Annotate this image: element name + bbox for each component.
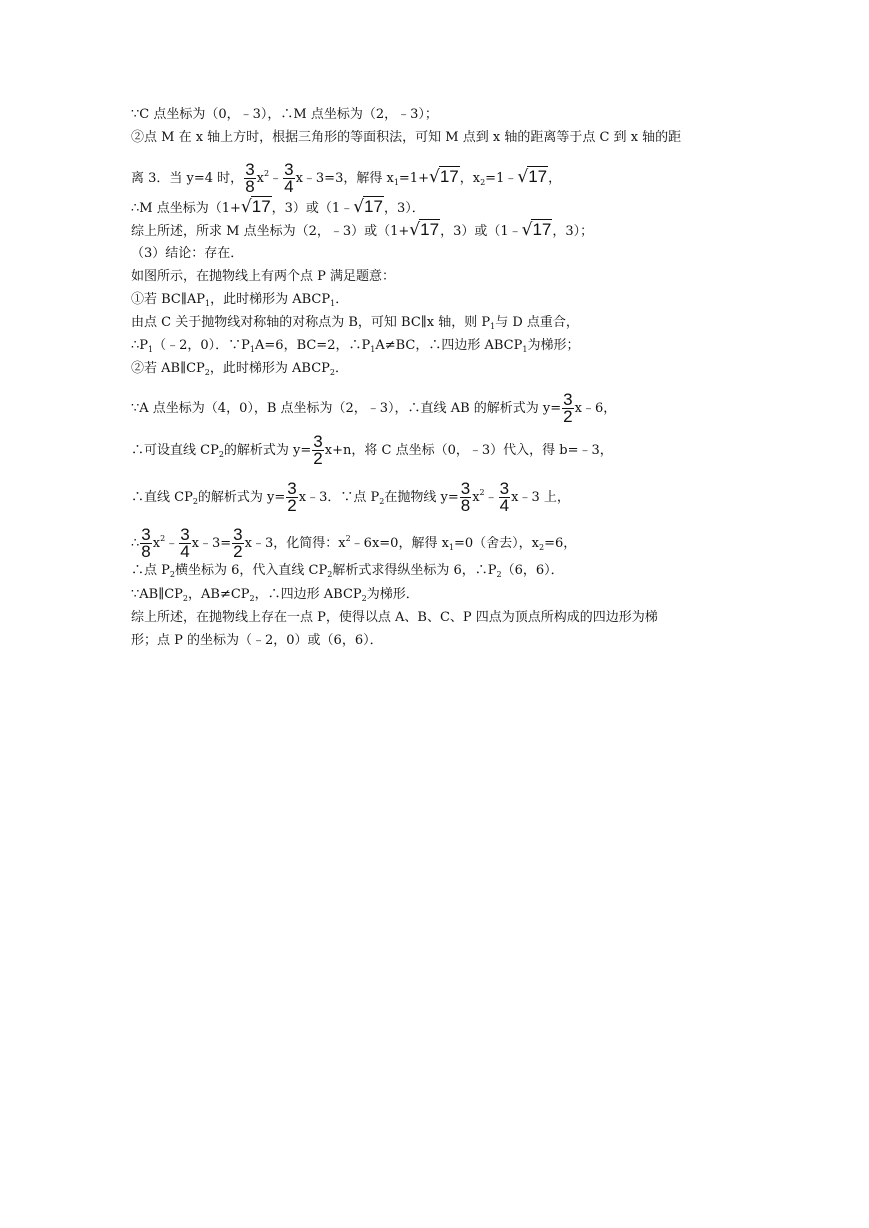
- numerator: 3: [499, 479, 510, 498]
- numerator: 3: [180, 525, 190, 544]
- text: ∴点 P: [131, 563, 170, 578]
- text: 离 3．当 y=4 时，: [131, 171, 244, 186]
- square-root: [241, 199, 272, 217]
- text: ∴可设直线 CP: [131, 443, 219, 458]
- text: ②若 AB∥CP: [131, 361, 205, 376]
- text: ，此时梯形为 ABCP: [209, 361, 330, 376]
- text: ，3）．: [383, 201, 425, 216]
- text: 综上所述，在抛物线上存在一点 P，使得以点 A、B、C、P 四点为顶点所构成的四边形为梯: [131, 610, 658, 625]
- exponent: 2: [345, 534, 351, 543]
- subscript: 2: [361, 594, 367, 603]
- text: =1+: [398, 171, 429, 186]
- radicand: 17: [532, 220, 552, 239]
- text-line-9: [131, 315, 779, 331]
- fraction: [312, 434, 323, 467]
- fraction: [140, 527, 151, 560]
- numerator: 3: [563, 390, 573, 409]
- subscript: 1: [370, 345, 376, 354]
- text: 在抛物线 y=: [384, 490, 459, 505]
- radical-sign: √: [240, 197, 252, 217]
- text: A≠BC，∴四边形 ABCP: [375, 338, 523, 353]
- numerator: 3: [460, 479, 471, 498]
- text: 为梯形；: [527, 338, 580, 353]
- exponent: 2: [479, 488, 485, 497]
- subscript: 1: [448, 543, 454, 552]
- text: ，3）或（1﹣: [271, 201, 354, 216]
- text: 的解析式为 y=: [197, 490, 286, 505]
- text: ，3）；: [552, 224, 594, 239]
- radical-sign: √: [517, 167, 529, 187]
- fraction: [179, 527, 190, 560]
- text-line-13: [131, 434, 779, 467]
- subscript: 1: [393, 178, 399, 187]
- subscript: 2: [480, 178, 486, 187]
- fraction: [562, 392, 573, 425]
- subscript: 2: [182, 594, 189, 603]
- subscript: 2: [249, 594, 255, 603]
- text-line-16: [131, 563, 779, 579]
- text-line-3: [131, 162, 779, 195]
- text: 横坐标为 6，代入直线 CP: [174, 563, 328, 578]
- denominator: 8: [245, 177, 255, 196]
- text: ，AB≠CP: [188, 587, 250, 602]
- square-root: [517, 169, 548, 187]
- denominator: 4: [499, 496, 510, 515]
- text-line-10: [131, 338, 779, 354]
- subscript: 1: [249, 345, 256, 354]
- text: ，3）或（1﹣: [440, 224, 522, 239]
- text: ∴P: [131, 338, 149, 353]
- text: x: [472, 490, 480, 505]
- subscript: 1: [330, 299, 336, 308]
- text: ①若 BC∥AP: [131, 292, 206, 307]
- numerator: 3: [245, 160, 255, 179]
- text: 的解析式为 y=: [223, 443, 312, 458]
- text: ．: [335, 292, 349, 307]
- text: ∴M 点坐标为（1+: [131, 201, 241, 216]
- text: ∴: [131, 536, 140, 551]
- subscript: 1: [522, 345, 528, 354]
- text-line-12: [131, 392, 779, 425]
- text-line-7: [131, 269, 779, 285]
- text: ②点 M 在 x 轴上方时，根据三角形的等面积法，可知 M 点到 x 轴的距离等于点 C 到 x 轴的距: [131, 130, 682, 145]
- denominator: 4: [180, 542, 190, 561]
- numerator: 3: [233, 525, 243, 544]
- text: A=6，BC=2，∴P: [255, 338, 371, 353]
- text: x: [256, 171, 264, 186]
- denominator: 2: [313, 449, 323, 468]
- text: ∵AB∥CP: [131, 587, 183, 602]
- text: ∵A 点坐标为（4，0），B 点坐标为（2，﹣3），∴直线 AB 的解析式为 y=: [131, 401, 562, 416]
- text: ∴直线 CP: [131, 490, 193, 505]
- text: x﹣3=3，解得 x: [295, 171, 394, 186]
- text-line-14: [131, 481, 779, 514]
- text: 与 D 点重合，: [495, 315, 579, 330]
- radical-sign: √: [353, 197, 365, 217]
- square-root: [353, 199, 384, 217]
- radicand: 17: [528, 167, 548, 186]
- fraction: [283, 162, 294, 195]
- fraction: [460, 481, 471, 514]
- text: x﹣3=: [191, 536, 232, 551]
- text: 如图所示，在抛物线上有两个点 P 满足题意：: [131, 269, 396, 284]
- subscript: 2: [379, 497, 385, 506]
- fraction: [286, 481, 297, 514]
- text: x+n，将 C 点坐标（0，﹣3）代入，得 b=﹣3，: [324, 443, 613, 458]
- radicand: 17: [364, 197, 383, 216]
- text: （﹣2，0）．∵P: [153, 338, 250, 353]
- denominator: 2: [287, 496, 297, 515]
- subscript: 1: [490, 322, 496, 331]
- subscript: 1: [205, 299, 211, 308]
- denominator: 2: [233, 542, 243, 561]
- text: ．: [334, 361, 348, 376]
- text-line-8: [131, 292, 779, 308]
- subscript: 2: [539, 543, 545, 552]
- denominator: 8: [460, 496, 471, 515]
- text-line-2: [131, 130, 779, 146]
- text: ﹣: [484, 490, 498, 505]
- text: ﹣6x=0，解得 x: [350, 536, 449, 551]
- text: ，∴四边形 ABCP: [254, 587, 362, 602]
- text: x﹣6，: [574, 401, 617, 416]
- denominator: 2: [563, 407, 573, 426]
- exponent: 2: [264, 169, 270, 178]
- subscript: 1: [148, 345, 154, 354]
- square-root: [409, 222, 440, 240]
- numerator: 3: [313, 432, 323, 451]
- text: 解析式求得纵坐标为 6，∴P: [332, 563, 497, 578]
- text-line-15: [131, 527, 779, 560]
- square-root: [522, 222, 553, 240]
- text: x﹣3，化简得：x: [244, 536, 346, 551]
- subscript: 2: [204, 368, 210, 377]
- radical-sign: √: [409, 220, 421, 240]
- text-line-4: [131, 199, 779, 217]
- text-line-18: [131, 610, 779, 626]
- subscript: 2: [218, 450, 224, 459]
- radical-sign: √: [521, 220, 533, 240]
- text: 为梯形．: [366, 587, 419, 602]
- text: ，x: [459, 171, 481, 186]
- square-root: [429, 169, 460, 187]
- text: 综上所述，所求 M 点坐标为（2，﹣3）或（1+: [131, 224, 410, 239]
- subscript: 2: [329, 368, 335, 377]
- text: =0（舍去），x: [454, 536, 539, 551]
- text: =6，: [544, 536, 577, 551]
- text-line-5: [131, 222, 779, 240]
- text: x﹣3 上，: [511, 490, 570, 505]
- numerator: 3: [284, 160, 294, 179]
- subscript: 2: [496, 570, 502, 579]
- text: ，此时梯形为 ABCP: [210, 292, 331, 307]
- text: x﹣3．∵点 P: [298, 490, 380, 505]
- text: （6，6）．: [501, 563, 564, 578]
- text-line-11: [131, 361, 779, 377]
- fraction: [244, 162, 255, 195]
- subscript: 2: [169, 570, 175, 579]
- exponent: 2: [160, 534, 166, 543]
- text: ∵C 点坐标为（0，﹣3），∴M 点坐标为（2，﹣3）；: [131, 107, 438, 122]
- subscript: 2: [192, 497, 198, 506]
- text: =1﹣: [485, 171, 518, 186]
- text: （3）结论：存在．: [131, 246, 244, 261]
- numerator: 3: [141, 525, 151, 544]
- radicand: 17: [439, 167, 459, 186]
- fraction: [499, 481, 510, 514]
- text: 形；点 P 的坐标为（﹣2，0）或（6，6）．: [131, 633, 383, 648]
- numerator: 3: [287, 479, 297, 498]
- text: ﹣: [165, 536, 179, 551]
- denominator: 4: [284, 177, 294, 196]
- radicand: 17: [251, 197, 271, 216]
- denominator: 8: [141, 542, 151, 561]
- text-line-6: [131, 246, 779, 262]
- text: ，: [548, 171, 562, 186]
- radical-sign: √: [428, 167, 440, 187]
- text: x: [152, 536, 161, 551]
- subscript: 2: [327, 570, 333, 579]
- text-line-1: [131, 107, 779, 123]
- text-line-19: [131, 633, 779, 649]
- fraction: [232, 527, 243, 560]
- text-line-17: [131, 587, 779, 603]
- text: ﹣: [269, 171, 283, 186]
- radicand: 17: [420, 220, 440, 239]
- text: 由点 C 关于抛物线对称轴的对称点为 B，可知 BC∥x 轴，则 P: [131, 315, 491, 330]
